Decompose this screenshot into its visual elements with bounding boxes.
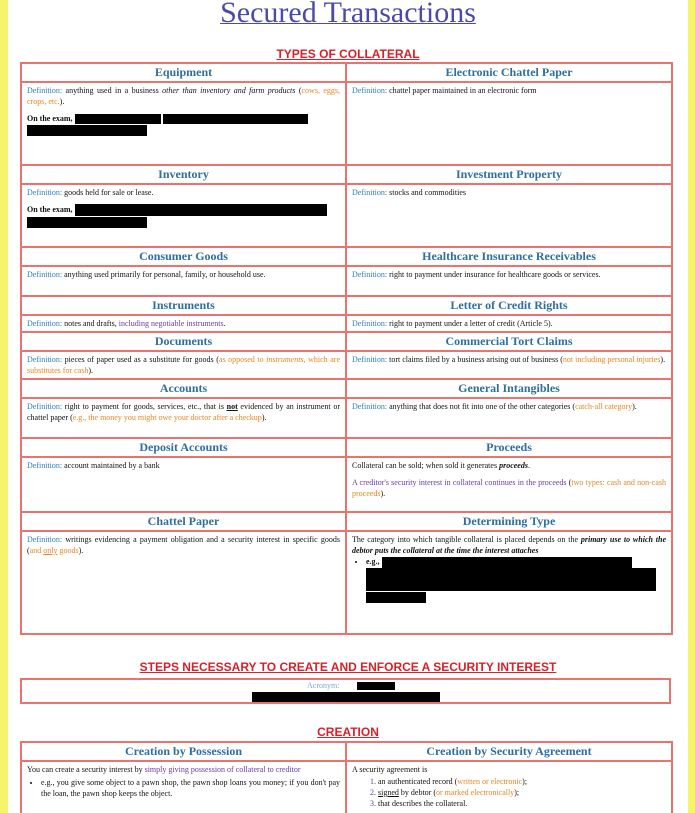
types-heading: TYPES OF COLLATERAL bbox=[276, 47, 420, 61]
definition-label: Definition: bbox=[27, 461, 63, 470]
text: two types: cash and non-cash proceeds bbox=[352, 478, 666, 498]
cell-heading-equipment: Equipment bbox=[21, 63, 346, 82]
text: The category into which tangible collateral is placed depends on the bbox=[352, 535, 581, 544]
document-page bbox=[8, 0, 688, 813]
text: or marked electronically bbox=[436, 788, 515, 797]
redaction bbox=[366, 579, 656, 591]
definition-label: Definition: bbox=[27, 535, 63, 544]
text: right to payment under a letter of credit (Article 5). bbox=[387, 319, 553, 328]
text: anything that does not fit into one of the other categories ( bbox=[387, 402, 576, 411]
cell-body-documents bbox=[21, 351, 346, 379]
on-exam-label: On the exam, bbox=[27, 205, 73, 214]
text: right to payment under insurance for healthcare goods or services. bbox=[387, 270, 601, 279]
cell-body-creation-by-security-agreement bbox=[346, 761, 672, 813]
list-item bbox=[378, 798, 666, 809]
cell-body-commercial-tort-claims bbox=[346, 351, 672, 379]
definition-label: Definition: bbox=[352, 86, 388, 95]
text: proceeds bbox=[499, 461, 528, 470]
text: primary use to which the debtor puts the collateral at the time the interest attaches bbox=[352, 535, 666, 555]
definition-label: Definition: bbox=[27, 355, 63, 364]
cell-body-determining-type bbox=[346, 531, 672, 634]
text: . bbox=[223, 319, 226, 328]
cell-heading-inventory: Inventory bbox=[21, 165, 346, 184]
text: ). bbox=[59, 97, 65, 106]
redaction bbox=[357, 682, 395, 690]
cell-heading-letter-of-credit-rights: Letter of Credit Rights bbox=[346, 296, 672, 315]
cell-heading-proceeds: Proceeds bbox=[346, 438, 672, 457]
definition-label: Definition: bbox=[27, 270, 63, 279]
text: catch-all category bbox=[575, 402, 633, 411]
cell-heading-creation-by-security-agreement: Creation by Security Agreement bbox=[346, 742, 672, 761]
list-item bbox=[378, 776, 666, 787]
redaction bbox=[163, 114, 308, 124]
cell-heading-investment-property: Investment Property bbox=[346, 165, 672, 184]
cell-heading-chattel-paper: Chattel Paper bbox=[21, 512, 346, 531]
text: stocks and commodities bbox=[387, 188, 466, 197]
redaction bbox=[252, 692, 440, 702]
acronym-box bbox=[20, 678, 671, 704]
cell-heading-healthcare-insurance-receivables: Healthcare Insurance Receivables bbox=[346, 247, 672, 266]
text: signed bbox=[378, 788, 399, 797]
text: You can create a security interest by bbox=[27, 765, 145, 774]
text: tort claims filed by a business arising out of business ( bbox=[387, 355, 563, 364]
cell-body-electronic-chattel-paper bbox=[346, 82, 672, 165]
cell-body-consumer-goods bbox=[21, 266, 346, 296]
acronym-label: Acronym: bbox=[307, 681, 340, 690]
cell-heading-general-intangibles: General Intangibles bbox=[346, 379, 672, 398]
text: notes and drafts, bbox=[62, 319, 119, 328]
redaction bbox=[75, 204, 327, 216]
redaction bbox=[75, 114, 161, 124]
cell-body-inventory bbox=[21, 184, 346, 247]
text: Collateral can be sold; when sold it generates bbox=[352, 461, 500, 470]
cell-body-letter-of-credit-rights bbox=[346, 315, 672, 332]
cell-heading-deposit-accounts: Deposit Accounts bbox=[21, 438, 346, 457]
text: cows, eggs, crops, etc. bbox=[27, 86, 341, 106]
text: chattel paper maintained in an electronic form bbox=[387, 86, 537, 95]
text: e.g., the money you might owe your doctor after a checkup bbox=[72, 413, 262, 422]
text: that describes the collateral. bbox=[378, 799, 468, 808]
text: by debtor ( bbox=[398, 788, 436, 797]
cell-body-creation-by-possession bbox=[21, 761, 346, 813]
text: ). bbox=[78, 546, 84, 555]
cell-body-equipment bbox=[21, 82, 346, 165]
list-item bbox=[41, 777, 340, 799]
redaction bbox=[27, 125, 147, 136]
cell-body-proceeds bbox=[346, 457, 672, 512]
text: writings evidencing a payment obligation and a security interest in specific goods ( bbox=[27, 535, 340, 555]
cell-body-healthcare-insurance-receivables bbox=[346, 266, 672, 296]
text: ). bbox=[660, 355, 666, 364]
text: e.g., bbox=[366, 557, 380, 566]
redaction bbox=[366, 592, 426, 603]
text: ). bbox=[261, 413, 267, 422]
text: other than inventory and farm products bbox=[162, 86, 296, 95]
cell-heading-creation-by-possession: Creation by Possession bbox=[21, 742, 346, 761]
text: pieces of paper used as a substitute for goods ( bbox=[62, 355, 219, 364]
text: account maintained by a bank bbox=[62, 461, 160, 470]
list-item bbox=[378, 787, 666, 798]
definition-label: Definition: bbox=[27, 319, 63, 328]
redaction bbox=[382, 557, 632, 568]
text: anything used primarily for personal, family, or household use. bbox=[62, 270, 266, 279]
text: , which are substitutes for cash bbox=[27, 355, 340, 375]
cell-heading-accounts: Accounts bbox=[21, 379, 346, 398]
text: ( bbox=[295, 86, 302, 95]
text: A creditor's security interest in collateral continues in the proceeds bbox=[352, 478, 567, 487]
list-item bbox=[366, 556, 666, 568]
text: an authenticated record ( bbox=[378, 777, 458, 786]
text: including negotiable instruments bbox=[118, 319, 224, 328]
definition-label: Definition: bbox=[352, 355, 388, 364]
collateral-table bbox=[20, 62, 673, 635]
cell-body-general-intangibles bbox=[346, 398, 672, 438]
definition-label: Definition: bbox=[27, 188, 63, 197]
page-title: Secured Transactions bbox=[220, 0, 476, 29]
steps-heading: STEPS NECESSARY TO CREATE AND ENFORCE A SECURITY INTEREST bbox=[139, 660, 557, 674]
cell-heading-determining-type: Determining Type bbox=[346, 512, 672, 531]
cell-heading-instruments: Instruments bbox=[21, 296, 346, 315]
text: only bbox=[43, 546, 58, 555]
cell-body-accounts bbox=[21, 398, 346, 438]
cell-heading-consumer-goods: Consumer Goods bbox=[21, 247, 346, 266]
definition-label: Definition: bbox=[352, 270, 388, 279]
text: not bbox=[226, 402, 238, 411]
text: written or electronic bbox=[457, 777, 523, 786]
text: goods held for sale or lease. bbox=[62, 188, 154, 197]
definition-label: Definition: bbox=[352, 188, 388, 197]
redaction bbox=[366, 568, 656, 579]
definition-label: Definition: bbox=[27, 402, 63, 411]
cell-heading-commercial-tort-claims: Commercial Tort Claims bbox=[346, 332, 672, 351]
text: ( bbox=[566, 478, 572, 487]
text: A security agreement is bbox=[352, 765, 428, 774]
text: right to payment for goods, services, etc., that is bbox=[62, 402, 227, 411]
text: and bbox=[29, 546, 44, 555]
text: ); bbox=[522, 777, 528, 786]
cell-body-instruments bbox=[21, 315, 346, 332]
text: evidenced by an instrument or chattel paper ( bbox=[27, 402, 340, 422]
definition-label: Definition: bbox=[352, 402, 388, 411]
definition-label: Definition: bbox=[27, 86, 63, 95]
text: ). bbox=[632, 402, 637, 411]
text: anything used in a business bbox=[62, 86, 163, 95]
text: simply giving possession of collateral to creditor bbox=[144, 765, 301, 774]
on-exam-label: On the exam, bbox=[27, 114, 73, 123]
definition-label: Definition: bbox=[352, 319, 388, 328]
redaction bbox=[27, 217, 147, 228]
cell-body-investment-property bbox=[346, 184, 672, 247]
creation-heading: CREATION bbox=[317, 725, 379, 739]
text: ); bbox=[514, 788, 520, 797]
creation-table bbox=[20, 741, 673, 813]
text: . bbox=[527, 461, 530, 470]
text: ). bbox=[380, 489, 386, 498]
text: not including personal injuries bbox=[562, 355, 661, 364]
text: as opposed to bbox=[218, 355, 267, 364]
cell-heading-electronic-chattel-paper: Electronic Chattel Paper bbox=[346, 63, 672, 82]
cell-body-deposit-accounts bbox=[21, 457, 346, 512]
text: goods bbox=[57, 546, 79, 555]
cell-body-chattel-paper bbox=[21, 531, 346, 634]
text: e.g., you give some object to a pawn shop, the pawn shop loans you money; if you don't pay the loan, the pawn shop keeps the object. bbox=[41, 778, 340, 798]
cell-heading-documents: Documents bbox=[21, 332, 346, 351]
text: ). bbox=[88, 366, 93, 375]
text: instruments bbox=[266, 355, 304, 364]
